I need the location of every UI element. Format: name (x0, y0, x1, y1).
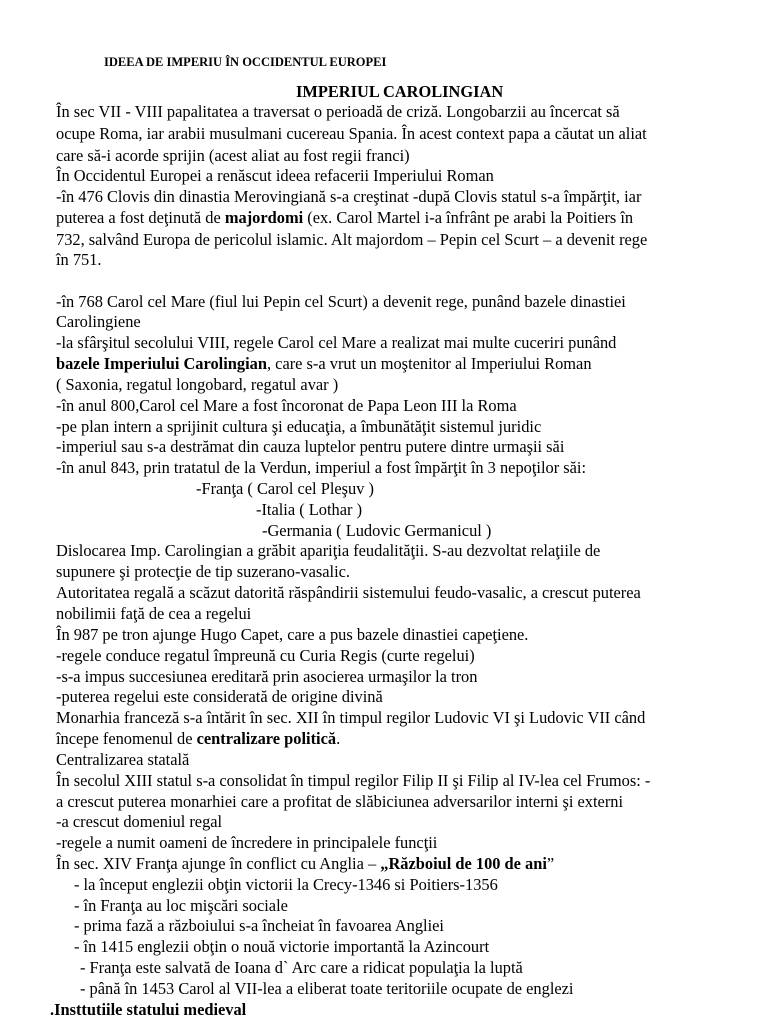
paragraph-line: Monarhia franceză s-a întărit în sec. XII în timpul regilor Ludovic VI şi Ludovic VII când (56, 708, 646, 727)
paragraph-line: -s-a impus succesiunea ereditară prin asocierea urmaşilor la tron (56, 667, 478, 686)
paragraph-line: -imperiul sau s-a destrămat din cauza luptelor pentru putere dintre urmaşii săi (56, 437, 565, 456)
bold-term: bazele Imperiului Carolingian (56, 354, 267, 373)
bold-term: centralizare politică (196, 729, 337, 748)
list-item-indented: -Italia ( Lothar ) (256, 500, 363, 519)
paragraph-line-with-bold (56, 729, 340, 749)
paragraph-line: În secolul XIII statul s-a consolidat în timpul regilor Filip II şi Filip al IV-lea cel Frumos: - (56, 771, 651, 790)
paragraph-line: Autoritatea regală a scăzut datorită răspândirii sistemului feudo-vasalic, a crescut puterea (56, 583, 641, 602)
text-run: . (336, 729, 341, 748)
paragraph-line: supunere şi protecţie de tip suzerano-vasalic. (56, 562, 351, 581)
paragraph-line: -la sfârşitul secolului VIII, regele Carol cel Mare a realizat mai multe cuceriri punând (56, 333, 617, 352)
paragraph-line: 732, salvând Europa de pericolul islamic. Alt majordom – Pepin cel Scurt – a devenit rege (56, 230, 648, 249)
document-header: IDEEA DE IMPERIU ÎN OCCIDENTUL EUROPEI (104, 55, 387, 69)
section-heading: Centralizarea statală (56, 750, 190, 769)
paragraph-line: În 987 pe tron ajunge Hugo Capet, care a pus bazele dinastiei capeţiene. (56, 625, 529, 644)
paragraph-line: În sec VII - VIII papalitatea a traversat o perioadă de criză. Longobarzii au încercat să (56, 102, 620, 121)
paragraph-line: -puterea regelui este considerată de origine divină (56, 687, 383, 706)
text-run: începe fenomenul de (56, 729, 197, 748)
paragraph-line: -pe plan intern a sprijinit cultura şi educaţia, a îmbunătăţit sistemul juridic (56, 417, 542, 436)
text-run: puterea a fost deţinută de (56, 208, 225, 227)
paragraph-line: ocupe Roma, iar arabii musulmani cucereau Spania. În acest context papa a căutat un aliat (56, 124, 647, 143)
paragraph-line: a crescut puterea monarhiei care a profitat de slăbiciunea adversarilor interni şi externi (56, 792, 624, 811)
paragraph-line: Dislocarea Imp. Carolingian a grăbit apariţia feudalităţii. S-au dezvoltat relaţiile de (56, 541, 601, 560)
list-item-indented: -Franţa ( Carol cel Pleşuv ) (196, 479, 374, 498)
list-item: - Franţa este salvată de Ioana d` Arc care a ridicat populaţia la luptă (80, 958, 523, 977)
list-item: - prima fază a războiului s-a încheiat în favoarea Angliei (74, 916, 444, 935)
list-item: - până în 1453 Carol al VII-lea a eliberat toate teritoriile ocupate de englezi (80, 979, 574, 998)
paragraph-line: -a crescut domeniul regal (56, 812, 223, 831)
paragraph-line: În Occidentul Europei a renăscut ideea refacerii Imperiului Roman (56, 166, 494, 185)
text-run: , care s-a vrut un moştenitor al Imperiului Roman (266, 354, 592, 373)
bold-term: „Războiul de 100 de ani (380, 854, 547, 873)
list-item-indented: -Germania ( Ludovic Germanicul ) (262, 521, 492, 540)
list-item: - la început englezii obţin victorii la Crecy-1346 si Poitiers-1356 (74, 875, 498, 894)
text-run: În sec. XIV Franţa ajunge în conflict cu Anglia – (56, 854, 381, 873)
paragraph-line: -regele a numit oameni de încredere in principalele funcţii (56, 833, 438, 852)
list-item: - în Franţa au loc mişcări sociale (74, 896, 288, 915)
paragraph-line: -în 768 Carol cel Mare (fiul lui Pepin cel Scurt) a devenit rege, punând bazele dinastiei (56, 292, 626, 311)
paragraph-line: care să-i acorde sprijin (acest aliat au fost regii franci) (56, 146, 410, 165)
bold-term: majordomi (224, 208, 304, 227)
paragraph-line: ( Saxonia, regatul longobard, regatul avar ) (56, 375, 339, 394)
paragraph-line: Carolingiene (56, 312, 141, 331)
paragraph-line-with-bold (56, 354, 592, 374)
paragraph-line: -în 476 Clovis din dinastia Merovingiană s-a creştinat -după Clovis statul s-a împărţit, iar (56, 187, 642, 206)
paragraph-line: -în anul 843, prin tratatul de la Verdun, imperiul a fost împărţit în 3 nepoţilor săi: (56, 458, 587, 477)
list-item: - în 1415 englezii obţin o nouă victorie importantă la Azincourt (74, 937, 490, 956)
paragraph-line: nobilimii faţă de cea a regelui (56, 604, 252, 623)
document-title: IMPERIUL CAROLINGIAN (296, 82, 504, 101)
paragraph-line-with-bold (56, 208, 633, 228)
paragraph-line: -în anul 800,Carol cel Mare a fost încoronat de Papa Leon III la Roma (56, 396, 517, 415)
section-heading-bold: .Insttutiile statului medieval (50, 1000, 247, 1019)
text-run: ” (546, 854, 555, 873)
paragraph-line-with-bold (56, 854, 554, 874)
paragraph-line: în 751. (56, 250, 102, 269)
text-run: (ex. Carol Martel i-a înfrânt pe arabi la Poitiers în (303, 208, 634, 227)
paragraph-line: -regele conduce regatul împreună cu Curia Regis (curte regelui) (56, 646, 475, 665)
